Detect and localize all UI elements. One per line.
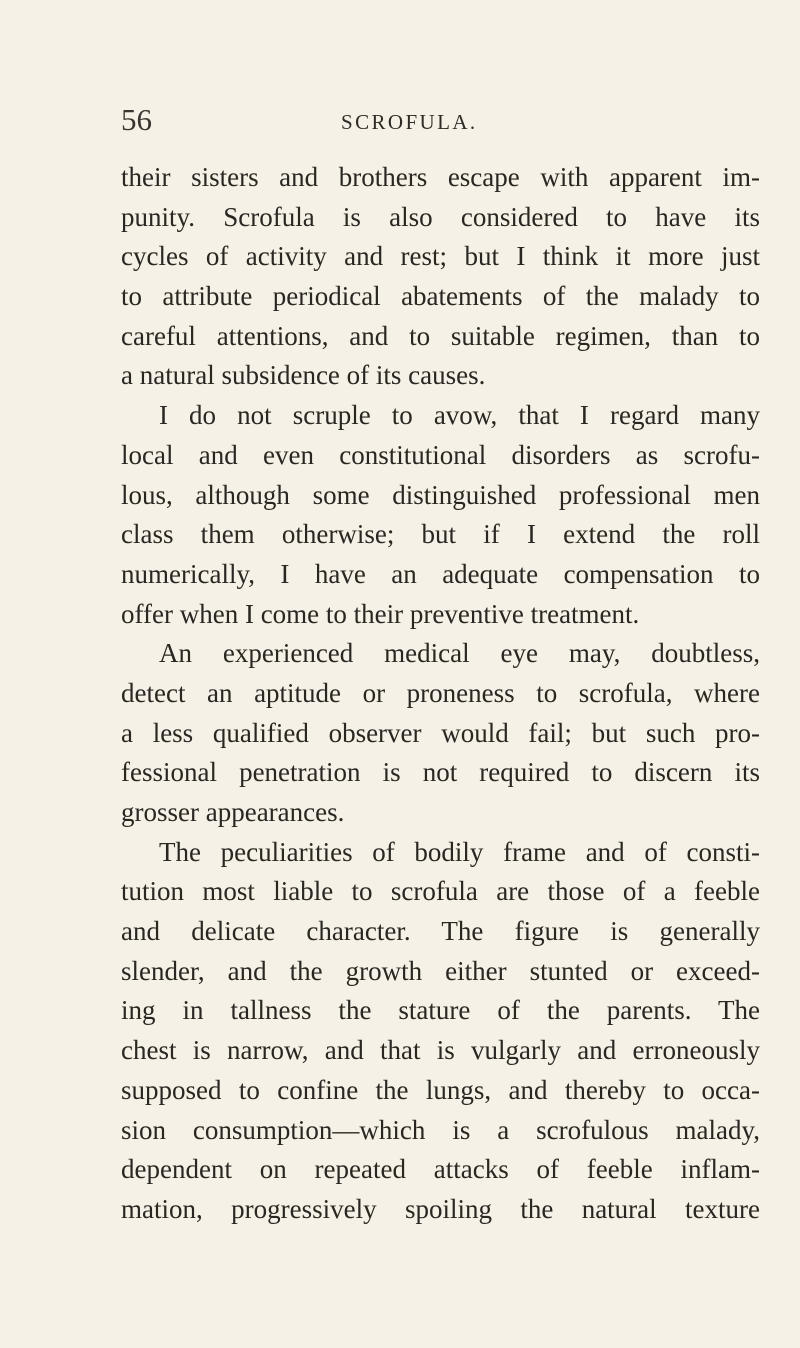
text-line: sion consumption—which is a scrofulous malady,: [121, 1114, 760, 1145]
text-line: supposed to confine the lungs, and thereby to occa-: [121, 1074, 760, 1105]
text-line: numerically, I have an adequate compensation to: [121, 558, 760, 589]
paragraph-start-line: An experienced medical eye may, doubtless,: [159, 638, 760, 669]
text-line: fessional penetration is not required to discern its: [121, 757, 760, 788]
text-line: ing in tallness the stature of the parents. The: [121, 995, 760, 1026]
text-line: careful attentions, and to suitable regimen, than to: [121, 320, 760, 351]
page-header: [121, 100, 760, 140]
paragraph-start-line: The peculiarities of bodily frame and of consti-: [159, 836, 760, 867]
text-line: offer when I come to their preventive treatment.: [121, 598, 640, 629]
paragraph-start-line: I do not scruple to avow, that I regard many: [159, 400, 760, 431]
text-line: grosser appearances.: [121, 797, 345, 827]
text-line: mation, progressively spoiling the natural texture: [121, 1193, 760, 1224]
running-head: SCROFULA.: [341, 110, 478, 134]
text-line: a natural subsidence of its causes.: [121, 360, 486, 391]
text-line: cycles of activity and rest; but I think it more just: [121, 241, 760, 272]
text-line: a less qualified observer would fail; but such pro-: [121, 717, 760, 748]
text-line: lous, although some distinguished professional men: [121, 479, 760, 510]
text-line: detect an aptitude or proneness to scrofula, where: [121, 677, 760, 708]
text-line: punity. Scrofula is also considered to have its: [121, 201, 760, 232]
text-line: chest is narrow, and that is vulgarly and erroneously: [121, 1035, 760, 1066]
text-line: tution most liable to scrofula are those of a feeble: [121, 876, 760, 907]
text-line: their sisters and brothers escape with apparent im-: [121, 162, 760, 192]
text-line: slender, and the growth either stunted or exceed-: [121, 955, 760, 986]
page-number: 56: [121, 102, 152, 137]
text-line: and delicate character. The figure is generally: [121, 916, 760, 947]
text-line: dependent on repeated attacks of feeble inflam-: [121, 1154, 760, 1185]
text-line: to attribute periodical abatements of the malady to: [121, 281, 760, 312]
text-line: class them otherwise; but if I extend the roll: [121, 519, 760, 550]
text-line: local and even constitutional disorders as scrofu-: [121, 439, 760, 470]
body-text: [121, 158, 760, 1230]
